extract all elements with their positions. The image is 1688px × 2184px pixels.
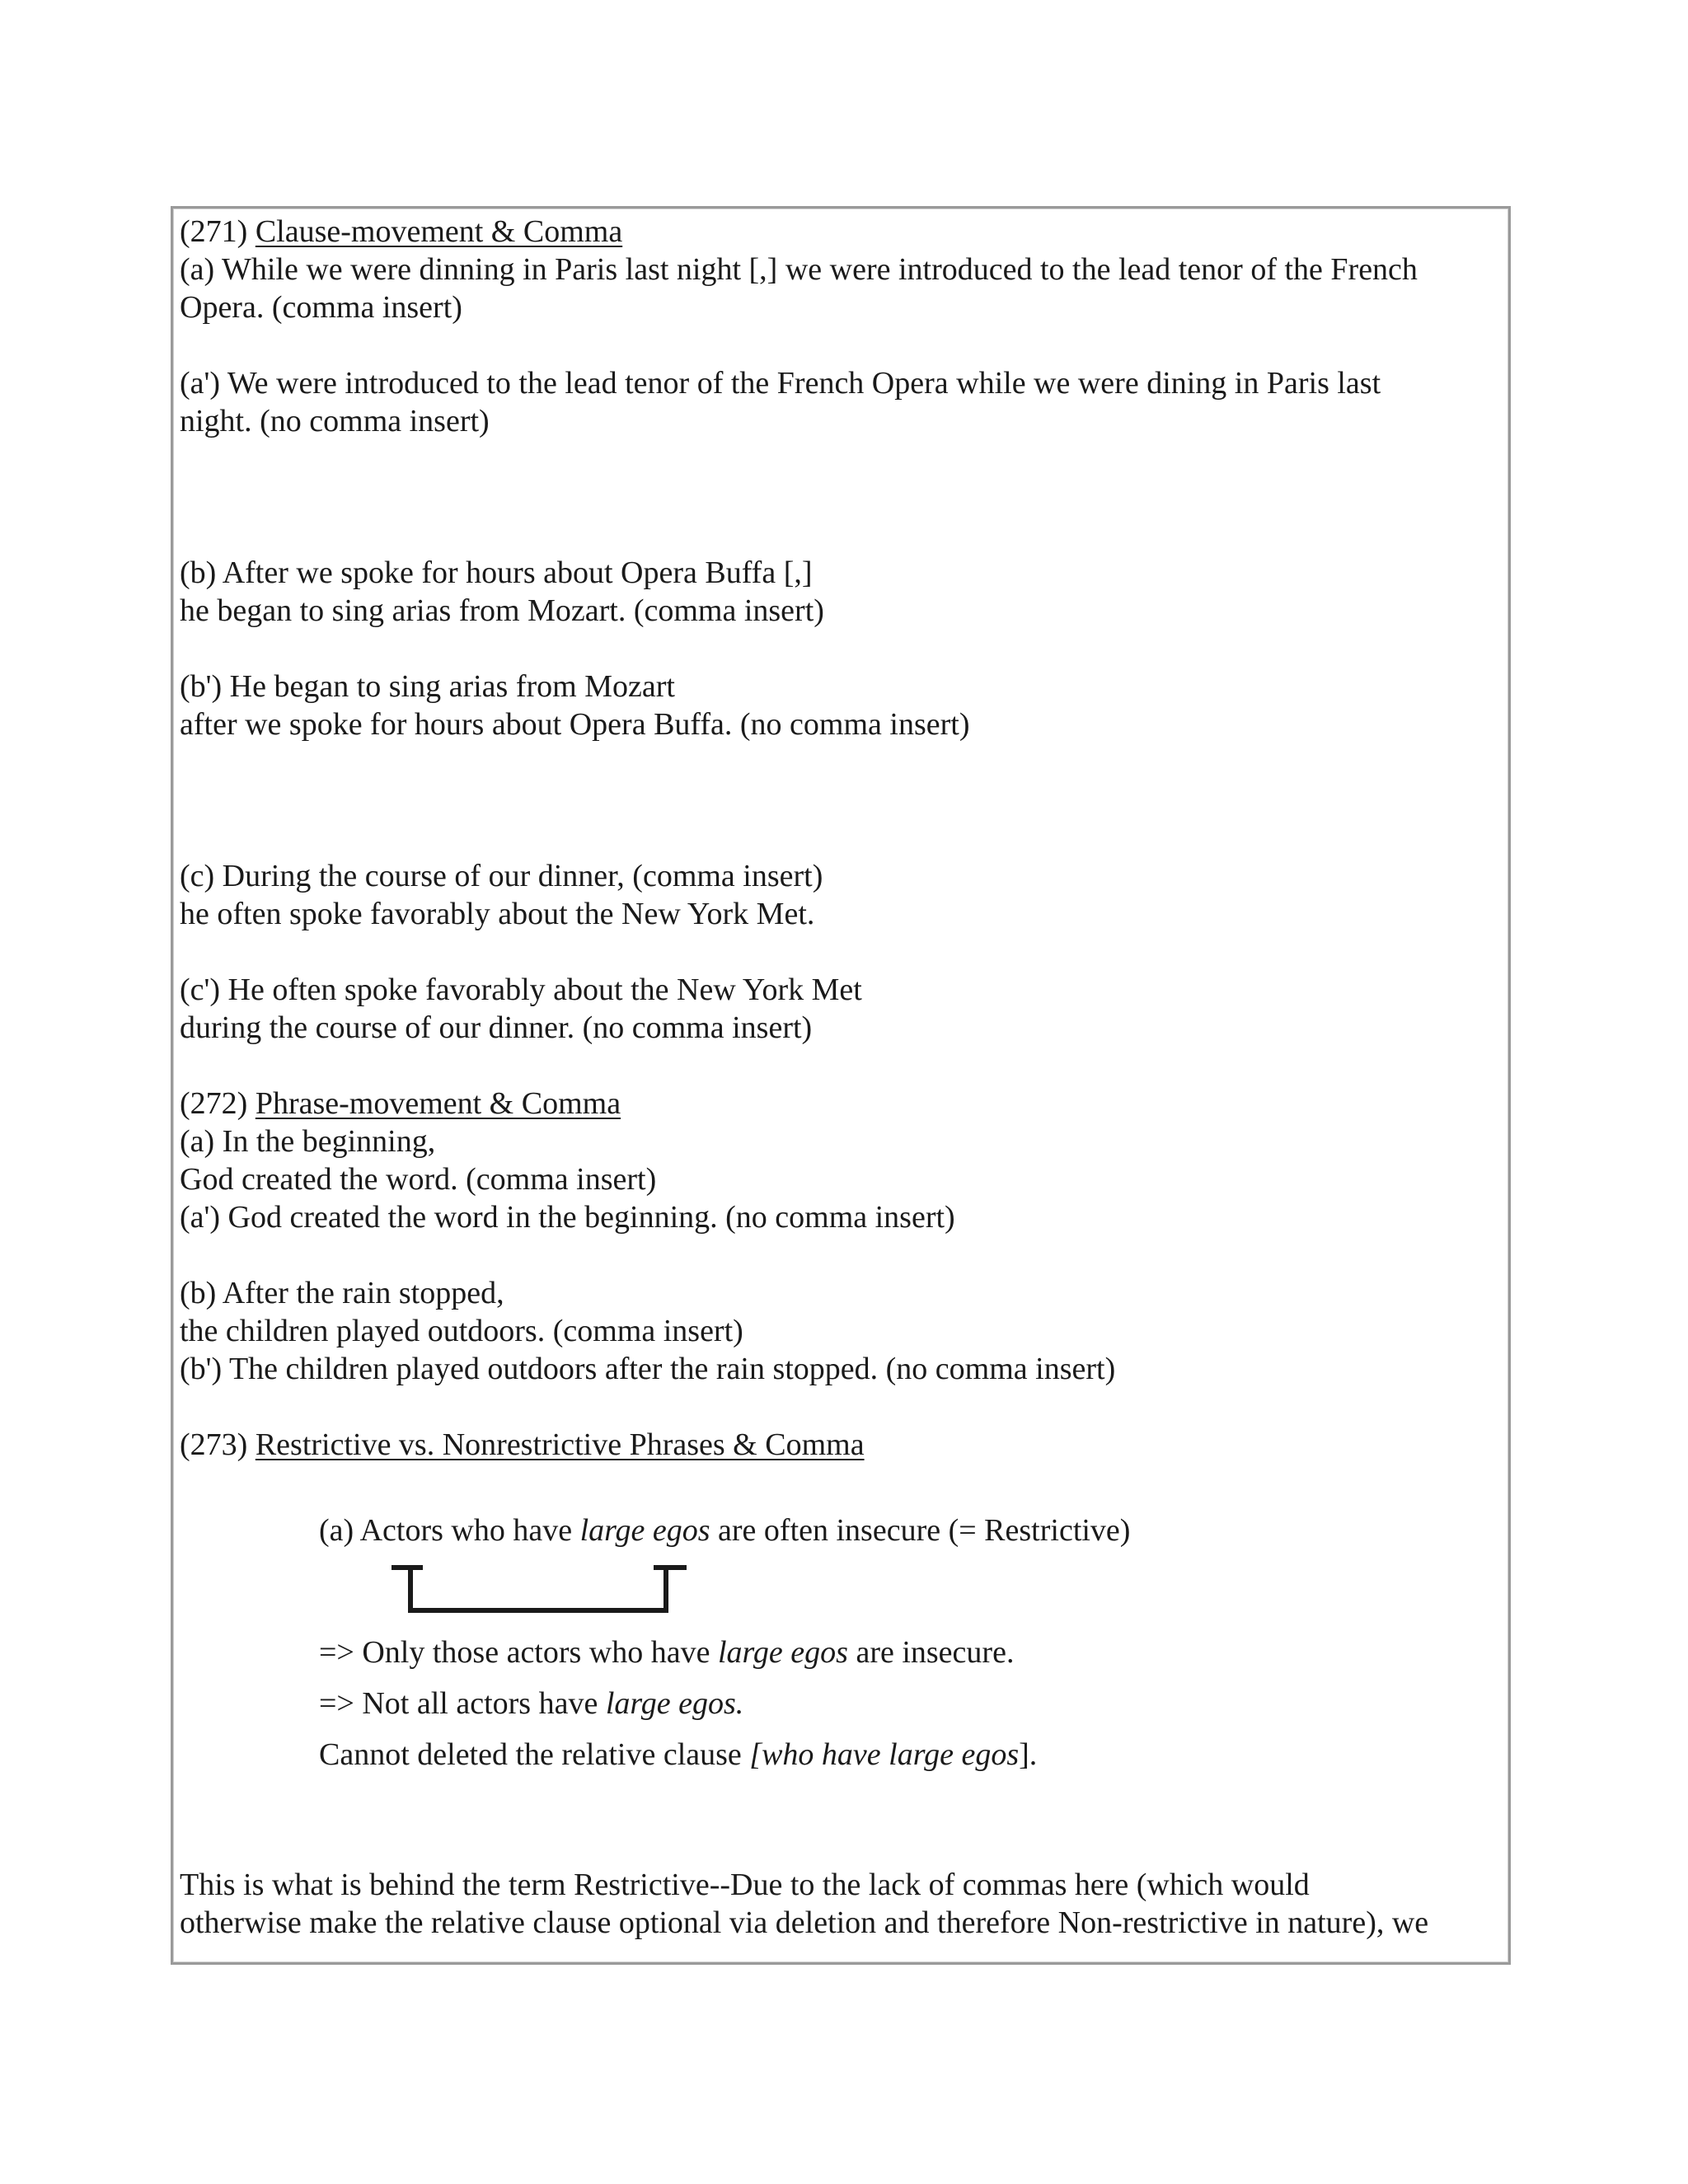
text-271bp-line2: after we spoke for hours about Opera Buffa. (no comma insert) bbox=[180, 707, 970, 742]
text-271a-line1: (a) While we were dinning in Paris last night [,] we were introduced to the lead tenor of the French bbox=[180, 252, 1418, 287]
text-271a-line2: Opera. (comma insert) bbox=[180, 290, 462, 325]
text-273-result2: => Not all actors have large egos. bbox=[319, 1686, 744, 1721]
text-271cp-line1: (c') He often spoke favorably about the New York Met bbox=[180, 972, 862, 1007]
text-271cp-line2: during the course of our dinner. (no comma insert) bbox=[180, 1010, 813, 1045]
heading-273-title: Restrictive vs. Nonrestrictive Phrases & Comma bbox=[255, 1427, 865, 1462]
text-271bp-line1: (b') He began to sing arias from Mozart bbox=[180, 669, 675, 704]
text-271ap-line2: night. (no comma insert) bbox=[180, 404, 490, 438]
heading-271: (271) Clause-movement & Comma bbox=[180, 214, 623, 249]
text-272b-line1: (b) After the rain stopped, bbox=[180, 1276, 504, 1310]
heading-272-title: Phrase-movement & Comma bbox=[255, 1086, 621, 1121]
heading-273: (273) Restrictive vs. Nonrestrictive Phrases & Comma bbox=[180, 1427, 865, 1462]
heading-271-title: Clause-movement & Comma bbox=[255, 214, 623, 249]
text-273-result3: Cannot deleted the relative clause [who have large egos]. bbox=[319, 1737, 1038, 1772]
closing-paragraph-line2: otherwise make the relative clause optional via deletion and therefore Non-restrictive in nature), we bbox=[180, 1905, 1429, 1940]
text-271ap-line1: (a') We were introduced to the lead tenor of the French Opera while we were dining in Paris last bbox=[180, 366, 1381, 401]
text-271c-line1: (c) During the course of our dinner, (comma insert) bbox=[180, 859, 823, 893]
text-271b-line1: (b) After we spoke for hours about Opera Buffa [,] bbox=[180, 555, 813, 590]
text-272b-line2: the children played outdoors. (comma insert) bbox=[180, 1314, 743, 1348]
heading-272: (272) Phrase-movement & Comma bbox=[180, 1086, 621, 1121]
text-271b-line2: he began to sing arias from Mozart. (comma insert) bbox=[180, 593, 824, 628]
text-272a-line1: (a) In the beginning, bbox=[180, 1124, 436, 1159]
text-273a: (a) Actors who have large egos are often insecure (= Restrictive) bbox=[319, 1513, 1131, 1548]
text-272a-line2: God created the word. (comma insert) bbox=[180, 1162, 657, 1197]
text-273-result1: => Only those actors who have large egos are insecure. bbox=[319, 1635, 1015, 1670]
text-271c-line2: he often spoke favorably about the New York Met. bbox=[180, 897, 815, 931]
closing-paragraph-line1: This is what is behind the term Restrictive--Due to the lack of commas here (which would bbox=[180, 1868, 1310, 1902]
text-272ap: (a') God created the word in the beginning. (no comma insert) bbox=[180, 1200, 955, 1235]
relative-clause-bracket-diagram bbox=[387, 1564, 701, 1615]
text-272bp: (b') The children played outdoors after the rain stopped. (no comma insert) bbox=[180, 1352, 1116, 1386]
